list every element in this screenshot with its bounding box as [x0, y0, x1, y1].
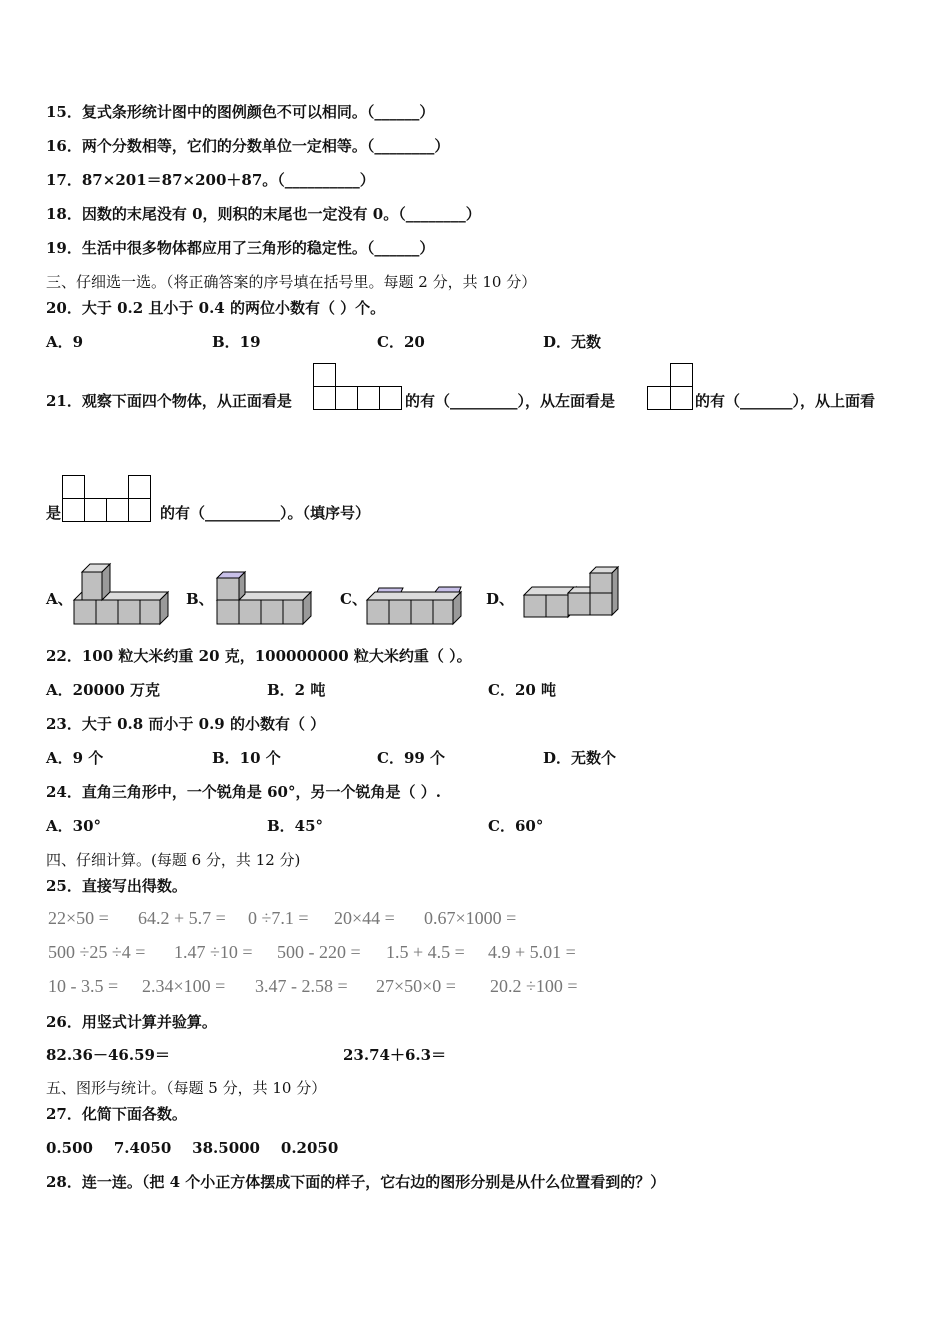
- calc-r3-c1: 10 - 3.5 =: [48, 976, 119, 996]
- q24-option-b: B．45°: [267, 817, 324, 835]
- calc-r1-c4: 20×44 =: [334, 908, 395, 928]
- calc-r2-c4: 1.5 + 4.5 =: [386, 942, 465, 962]
- section-4-heading: 四、仔细计算。(每题 6 分，共 12 分): [46, 851, 301, 869]
- q20-option-a: A．9: [46, 333, 84, 351]
- question-text: 两个分数相等，它们的分数单位一定相等。（________）: [81, 137, 450, 155]
- question-25: 25．直接写出得数。: [46, 877, 187, 895]
- calc-r2-c5: 4.9 + 5.01 =: [488, 942, 576, 962]
- q24-option-c: C．60°: [488, 817, 544, 835]
- question-number: 15．: [46, 103, 82, 121]
- question-text: 因数的末尾没有 0，则积的末尾也一定没有 0。（________）: [81, 205, 481, 223]
- q23-option-a: A．9 个: [46, 749, 104, 767]
- question-16: [46, 136, 449, 156]
- question-text: 87×201＝87×200＋87。（__________）: [81, 171, 375, 189]
- q27-numbers: 0.500 7.4050 38.5000 0.2050: [46, 1139, 339, 1157]
- calc-r1-c2: 64.2 + 5.7 =: [138, 908, 226, 928]
- question-number: 16．: [46, 137, 82, 155]
- calc-r1-c5: 0.67×1000 =: [424, 908, 517, 928]
- question-26: 26．用竖式计算并验算。: [46, 1013, 217, 1031]
- q26-item-1: 82.36－46.59＝: [46, 1046, 170, 1064]
- question-27: 27．化简下面各数。: [46, 1105, 187, 1123]
- calc-r1-c1: 22×50 =: [48, 908, 109, 928]
- q26-item-2: 23.74＋6.3＝: [343, 1046, 447, 1064]
- calc-r3-c5: 20.2 ÷100 =: [490, 976, 578, 996]
- question-23: 23．大于 0.8 而小于 0.9 的小数有（ ）: [46, 715, 326, 733]
- q20-option-d: D．无数: [543, 333, 602, 351]
- question-18: [46, 204, 481, 224]
- calc-r3-c2: 2.34×100 =: [142, 976, 226, 996]
- question-number: 17．: [46, 171, 82, 189]
- question-17: [46, 170, 375, 190]
- q20-option-b: B．19: [212, 333, 261, 351]
- q24-option-a: A．30°: [46, 817, 102, 835]
- q21-text-fill: 的有（__________）。（填序号）: [160, 504, 371, 522]
- question-text: 生活中很多物体都应用了三角形的稳定性。（______）: [81, 239, 435, 257]
- question-22: 22．100 粒大米约重 20 克，100000000 粒大米约重（ ）。: [46, 647, 472, 665]
- question-19: [46, 238, 434, 258]
- cube-figure-c: [365, 584, 470, 626]
- cube-figure-d: [522, 563, 632, 621]
- q21-text-is: 是: [46, 504, 62, 522]
- question-24: 24．直角三角形中，一个锐角是 60°，另一个锐角是（ ）.: [46, 783, 441, 801]
- figure-label-b: B、: [186, 590, 214, 608]
- q21-text-front: 21．观察下面四个物体，从正面看是: [46, 392, 292, 410]
- q22-option-c: C．20 吨: [488, 681, 557, 699]
- section-5-heading: 五、图形与统计。（每题 5 分，共 10 分）: [46, 1079, 327, 1097]
- cube-figure-b: [215, 570, 320, 626]
- q21-text-left: 的有（_________），从左面看是: [405, 392, 616, 410]
- calc-r1-c3: 0 ÷7.1 =: [248, 908, 309, 928]
- q23-option-b: B．10 个: [212, 749, 281, 767]
- question-text: 复式条形统计图中的图例颜色不可以相同。（______）: [81, 103, 435, 121]
- calc-r3-c3: 3.47 - 2.58 =: [255, 976, 348, 996]
- calc-r3-c4: 27×50×0 =: [376, 976, 456, 996]
- section-3-heading: 三、仔细选一选。（将正确答案的序号填在括号里。每题 2 分，共 10 分）: [46, 273, 537, 291]
- question-28: 28．连一连。（把 4 个小正方体摆成下面的样子，它右边的图形分别是从什么位置看到的？）: [46, 1173, 666, 1191]
- q20-option-c: C．20: [377, 333, 425, 351]
- figure-label-d: D、: [486, 590, 515, 608]
- cube-figure-a: [72, 562, 172, 626]
- q22-option-b: B．2 吨: [267, 681, 326, 699]
- calc-r2-c3: 500 - 220 =: [277, 942, 361, 962]
- calc-r2-c2: 1.47 ÷10 =: [174, 942, 253, 962]
- question-15: [46, 102, 434, 122]
- q23-option-d: D．无数个: [543, 749, 617, 767]
- question-20: 20．大于 0.2 且小于 0.4 的两位小数有（ ）个。: [46, 299, 386, 317]
- figure-label-c: C、: [340, 590, 367, 608]
- q23-option-c: C．99 个: [377, 749, 446, 767]
- figure-label-a: A、: [46, 590, 73, 608]
- question-number: 18．: [46, 205, 82, 223]
- question-number: 19．: [46, 239, 82, 257]
- q21-text-top: 的有（_______），从上面看: [695, 392, 876, 410]
- calc-r2-c1: 500 ÷25 ÷4 =: [48, 942, 146, 962]
- q22-option-a: A．20000 万克: [46, 681, 161, 699]
